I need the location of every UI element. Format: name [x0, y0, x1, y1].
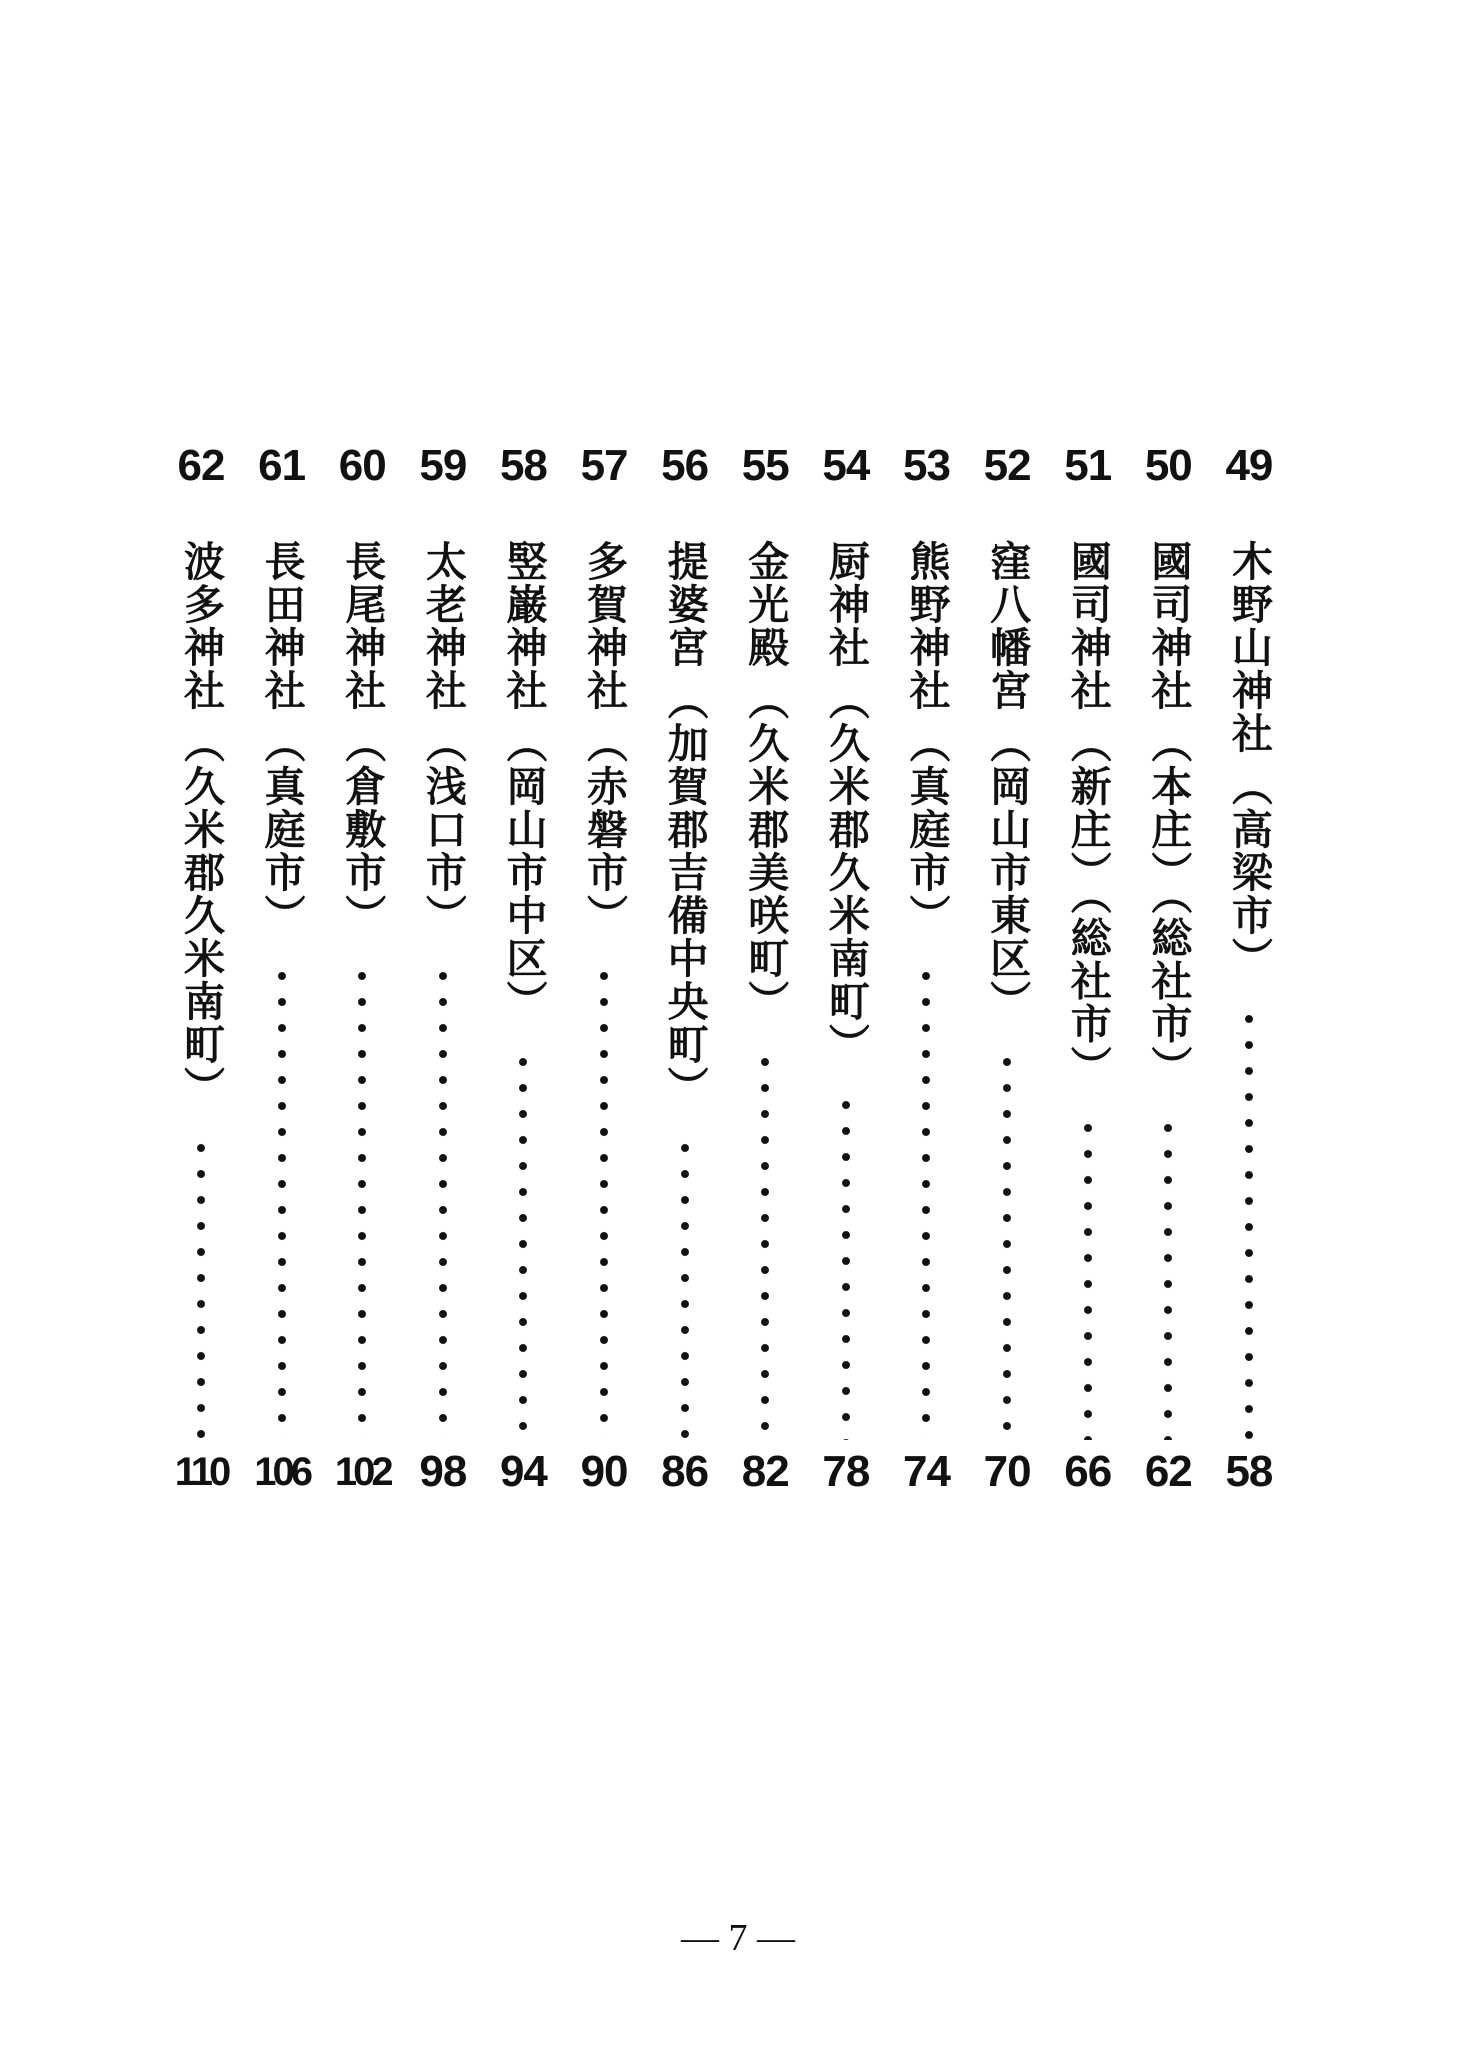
entry-number: 56	[661, 441, 709, 490]
entry-page: 66	[1064, 1447, 1112, 1496]
toc-entry-53[interactable]	[895, 440, 957, 1520]
entry-title	[251, 540, 313, 1440]
dot-leader	[681, 1135, 689, 1440]
shrine-location: （久米郡久米南町）	[177, 722, 225, 1109]
shrine-location: （岡山市中区）	[499, 722, 548, 1023]
entry-page: 86	[661, 1447, 709, 1496]
toc-entry-58[interactable]	[492, 440, 554, 1520]
entry-title	[573, 540, 635, 1440]
shrine-name: 熊野神社	[902, 540, 951, 712]
entry-title	[895, 540, 957, 1440]
entry-number: 49	[1225, 441, 1273, 490]
entry-page: 106	[254, 1450, 309, 1494]
shrine-name: 窪八幡宮	[983, 540, 1032, 712]
shrine-name: 木野山神社	[1224, 540, 1273, 755]
entry-number: 50	[1144, 441, 1192, 490]
toc-entry-54[interactable]	[815, 440, 877, 1520]
shrine-name: 多賀神社	[580, 540, 629, 712]
entry-title	[734, 540, 796, 1440]
shrine-name: 提婆宮	[660, 540, 709, 669]
shrine-location: （浅口市）	[418, 722, 467, 937]
entry-page: 58	[1225, 1447, 1273, 1496]
shrine-name: 國司神社	[1063, 540, 1112, 712]
entry-number: 60	[338, 441, 386, 490]
dot-leader	[1245, 1006, 1253, 1440]
shrine-location: （久米郡美咲町）	[741, 679, 790, 1023]
dot-leader	[761, 1049, 769, 1440]
entry-number: 61	[258, 441, 306, 490]
entry-page: 102	[334, 1450, 390, 1494]
entry-title	[492, 540, 554, 1440]
dot-leader	[1003, 1049, 1011, 1440]
entry-title	[976, 540, 1038, 1440]
page-number: ― 7 ―	[681, 1917, 795, 1959]
toc-entry-56[interactable]	[654, 440, 716, 1520]
dot-leader	[197, 1135, 205, 1440]
entry-number: 58	[499, 441, 547, 490]
dot-leader	[842, 1092, 850, 1440]
toc-entry-51[interactable]	[1057, 440, 1119, 1520]
entry-title	[1137, 540, 1199, 1440]
shrine-name: 厨神社	[821, 540, 870, 669]
entry-number: 59	[419, 441, 467, 490]
entry-number: 57	[580, 441, 628, 490]
shrine-location: （赤磐市）	[580, 722, 629, 937]
entry-title	[170, 540, 232, 1440]
shrine-location: （真庭市）	[902, 722, 951, 937]
shrine-location: （真庭市）	[257, 722, 306, 937]
shrine-name: 波多神社	[177, 540, 225, 712]
toc-entry-62[interactable]	[170, 440, 232, 1520]
table-of-contents	[170, 440, 1280, 1520]
entry-number: 51	[1064, 441, 1112, 490]
entry-number: 54	[822, 441, 870, 490]
shrine-name: 竪巌神社	[499, 540, 548, 712]
entry-title	[1218, 540, 1280, 1440]
dot-leader	[1164, 1115, 1172, 1441]
entry-page: 98	[419, 1447, 467, 1496]
shrine-location: （新庄）（総社市）	[1063, 722, 1112, 1089]
dot-leader	[519, 1049, 527, 1440]
toc-entry-59[interactable]	[412, 440, 474, 1520]
dot-leader	[1084, 1115, 1092, 1441]
toc-entry-57[interactable]	[573, 440, 635, 1520]
shrine-name: 太老神社	[418, 540, 467, 712]
shrine-name: 國司神社	[1144, 540, 1193, 712]
entry-title	[1057, 540, 1119, 1440]
entry-page: 74	[903, 1447, 950, 1496]
entry-number: 53	[903, 441, 950, 490]
dot-leader	[358, 963, 366, 1440]
entry-number: 52	[983, 441, 1031, 490]
entry-page: 90	[580, 1447, 628, 1496]
entry-title	[654, 540, 716, 1440]
shrine-location: （倉敷市）	[338, 722, 387, 937]
entry-page: 70	[983, 1447, 1031, 1496]
dot-leader	[922, 963, 930, 1440]
toc-entry-55[interactable]	[734, 440, 796, 1520]
toc-entry-52[interactable]	[976, 440, 1038, 1520]
shrine-name: 金光殿	[741, 540, 790, 669]
entry-number: 62	[177, 441, 225, 490]
shrine-name: 長尾神社	[338, 540, 387, 712]
dot-leader	[600, 963, 608, 1440]
shrine-location: （久米郡久米南町）	[821, 679, 870, 1066]
shrine-location: （岡山市東区）	[983, 722, 1032, 1023]
entry-title	[412, 540, 474, 1440]
shrine-location: （加賀郡吉備中央町）	[660, 679, 709, 1109]
entry-title	[815, 540, 877, 1440]
toc-entry-49[interactable]	[1218, 440, 1280, 1520]
entry-page: 62	[1144, 1447, 1192, 1496]
entry-title	[331, 540, 393, 1440]
toc-entry-61[interactable]	[251, 440, 313, 1520]
shrine-name: 長田神社	[257, 540, 306, 712]
shrine-location: （高梁市）	[1224, 765, 1273, 980]
toc-entry-50[interactable]	[1137, 440, 1199, 1520]
entry-number: 55	[741, 441, 789, 490]
shrine-location: （本庄）（総社市）	[1144, 722, 1193, 1089]
dot-leader	[278, 963, 286, 1440]
entry-page: 78	[822, 1447, 870, 1496]
entry-page: 110	[174, 1450, 228, 1494]
toc-entry-60[interactable]	[331, 440, 393, 1520]
entry-page: 82	[741, 1447, 789, 1496]
entry-page: 94	[499, 1447, 547, 1496]
dot-leader	[439, 963, 447, 1440]
